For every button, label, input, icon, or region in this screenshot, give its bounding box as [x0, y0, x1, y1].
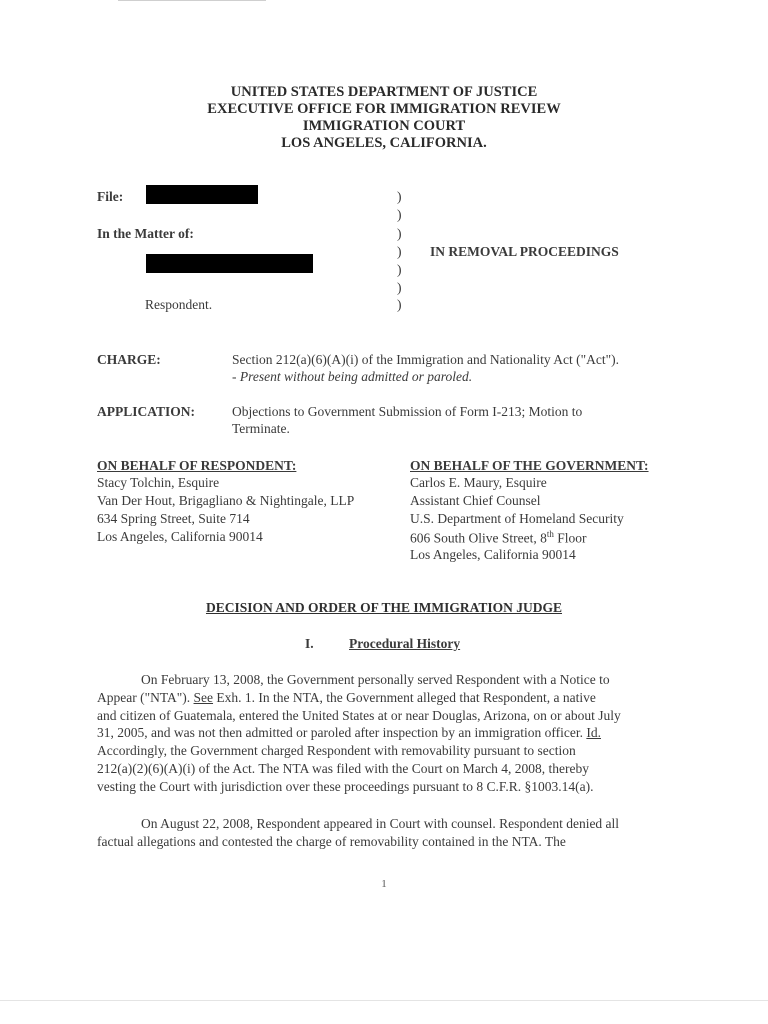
caption-paren: )	[397, 297, 402, 312]
scan-edge-line	[118, 0, 266, 1]
caption-paren: )	[397, 189, 402, 204]
paragraph-line	[97, 724, 687, 742]
address-floor: Floor	[553, 530, 587, 546]
matter-label: In the Matter of:	[97, 226, 194, 241]
address-floor-suffix: th	[546, 529, 554, 539]
paragraph-text: Exh. 1. In the NTA, the Government alleged that Respondent, a native	[213, 689, 596, 705]
page-number: 1	[381, 878, 387, 890]
section-numeral: I.	[305, 636, 314, 651]
government-counsel-title: Assistant Chief Counsel	[410, 493, 541, 508]
caption-paren: )	[397, 244, 402, 259]
caption-paren: )	[397, 262, 402, 277]
application-text-2: Terminate.	[232, 421, 290, 436]
paragraph-line: factual allegations and contested the charge of removability contained in the NTA. The	[97, 833, 566, 849]
caption-paren: )	[397, 280, 402, 295]
charge-text: Section 212(a)(6)(A)(i) of the Immigration and Nationality Act ("Act").	[232, 352, 620, 367]
proceedings-label: IN REMOVAL PROCEEDINGS	[430, 244, 619, 259]
respondent-counsel-address-1: 634 Spring Street, Suite 714	[97, 511, 250, 526]
government-counsel-address-1	[410, 529, 587, 547]
government-counsel-name: Carlos E. Maury, Esquire	[410, 475, 547, 490]
application-label: APPLICATION:	[97, 404, 196, 419]
charge-subtext: - Present without being admitted or paroled.	[232, 369, 473, 384]
paragraph-text: Appear ("NTA").	[97, 689, 194, 705]
application-text-1: Objections to Government Submission of Form I-213; Motion to	[232, 404, 583, 419]
respondent-counsel-address-2: Los Angeles, California 90014	[97, 529, 263, 544]
section-title: Procedural History	[349, 636, 461, 651]
citation-see: See	[193, 689, 214, 705]
government-counsel-heading: ON BEHALF OF THE GOVERNMENT:	[410, 458, 649, 473]
decision-title: DECISION AND ORDER OF THE IMMIGRATION JUDGE	[205, 600, 563, 615]
redacted-respondent-name	[146, 254, 313, 273]
paragraph-line: vesting the Court with jurisdiction over these proceedings pursuant to 8 C.F.R. §1003.14(a).	[97, 778, 594, 794]
caption-paren: )	[397, 226, 402, 241]
citation-id: Id.	[586, 725, 601, 741]
caption-paren: )	[397, 207, 402, 222]
paragraph-line: On February 13, 2008, the Government personally served Respondent with a Notice to	[141, 672, 610, 687]
redacted-file-number	[146, 185, 258, 204]
paragraph-procedural-history-2	[97, 815, 687, 851]
respondent-label: Respondent.	[145, 297, 213, 312]
header-line-2: EXECUTIVE OFFICE FOR IMMIGRATION REVIEW	[207, 101, 561, 117]
header-line-1: UNITED STATES DEPARTMENT OF JUSTICE	[230, 84, 538, 100]
charge-label: CHARGE:	[97, 352, 161, 367]
respondent-counsel-heading: ON BEHALF OF RESPONDENT:	[97, 458, 297, 473]
paragraph-line: Accordingly, the Government charged Respondent with removability pursuant to section	[97, 743, 576, 759]
respondent-counsel-firm: Van Der Hout, Brigagliano & Nightingale, LLP	[97, 493, 355, 508]
government-counsel-address-2: Los Angeles, California 90014	[410, 547, 576, 562]
file-label: File:	[97, 189, 124, 204]
paragraph-line: 212(a)(2)(6)(A)(i) of the Act. The NTA was filed with the Court on March 4, 2008, thereby	[97, 760, 590, 776]
scan-bottom-edge	[0, 1000, 768, 1001]
paragraph-procedural-history-1	[97, 671, 687, 796]
header-line-4: LOS ANGELES, CALIFORNIA.	[281, 135, 487, 151]
government-counsel-agency: U.S. Department of Homeland Security	[410, 511, 624, 526]
paragraph-line	[97, 689, 687, 707]
paragraph-line: On August 22, 2008, Respondent appeared in Court with counsel. Respondent denied all	[141, 816, 620, 831]
respondent-counsel-name: Stacy Tolchin, Esquire	[97, 475, 220, 490]
address-street: 606 South Olive Street, 8	[410, 530, 547, 546]
paragraph-text: 31, 2005, and was not then admitted or paroled after inspection by an immigration officer.	[97, 725, 587, 741]
header-line-3: IMMIGRATION COURT	[302, 118, 466, 134]
paragraph-line: and citizen of Guatemala, entered the United States at or near Douglas, Arizona, on or about July	[97, 707, 621, 723]
